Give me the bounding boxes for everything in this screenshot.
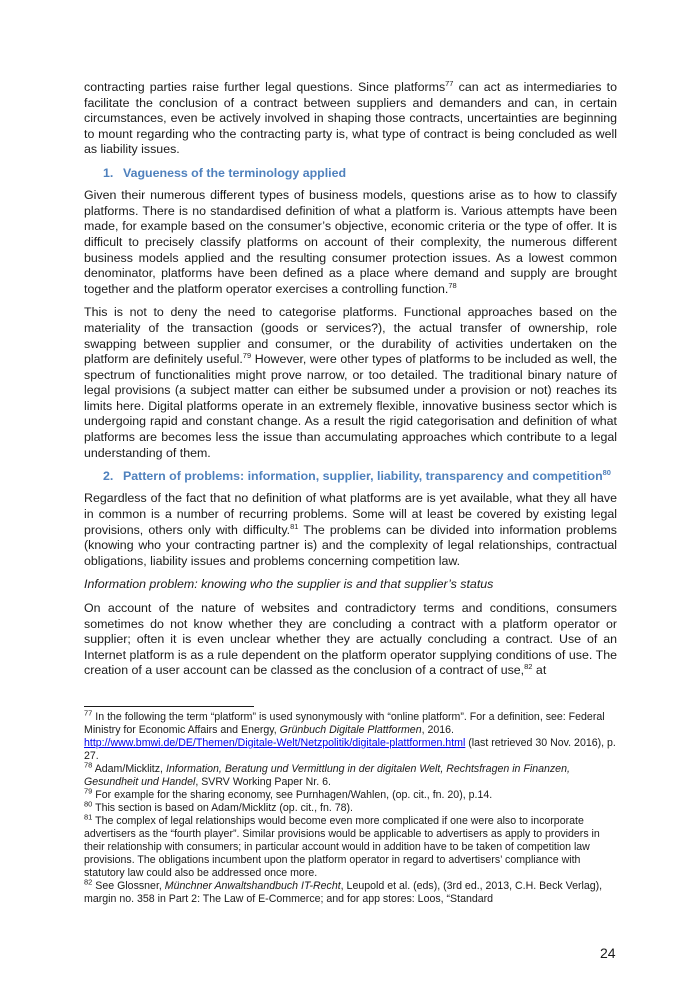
section-heading-pattern-of-problems: 2. Pattern of problems: information, supplier, liability, transparency and competition$^{80}$ [103, 468, 611, 484]
footnote-79: $^{79}$ For example for the sharing economy, see Purnhagen/Wahlen, (op. cit., fn. 20), p.14. [84, 786, 493, 801]
subheading-information-problem: Information problem: knowing who the supplier is and that supplier’s status [84, 577, 494, 592]
section-heading-vagueness: 1. Vagueness of the terminology applied [103, 165, 347, 180]
bmwi-link[interactable]: http://www.bmwi.de/DE/Themen/Digitale-Welt/Netzpolitik/digitale-plattformen.html [84, 737, 466, 749]
footnote-ref-78[interactable]: 78 [448, 280, 457, 290]
paragraph-nature-of-websites: On account of the nature of websites and contradictory terms and conditions, consumers sometimes do not know whether they are concluding a contract with a platform operator or supplier; often it is even unclear whether they are actually concluding a contract. Use of an Internet platform is as a rule dependent on the platform operator supplying conditions of use. The creation of a user account can be classed as the conclusion of a contract of use,$^{82}$ at [84, 601, 617, 678]
footnote-ref-79[interactable]: 79 [242, 350, 252, 360]
footnote-ref-81[interactable]: 81 [290, 521, 299, 531]
footnotes [84, 708, 617, 906]
paragraph-contracting-parties: contracting parties raise further legal questions. Since platforms$^{77}$ can act as intermediaries to facilitate the conclusion of a contract between suppliers and demanders and can, in certain circumstances, even be actively involved in shaping those contracts, uncertainties are beginning to mount regarding who the contracting party is, what type of contract is being concluded as well as liability issues. [84, 78, 617, 157]
footnote-81: $^{81}$ The complex of legal relationships would become even more complicated if one were also to incorporate advertisers as the “fourth player”. Similar provisions would be applicable to advertisers as apply to providers in their relationship with consumers; in particular account would in addition have to be taken of competition law provisions. The obligations incumbent upon the platform operator in regard to advertisers’ compliance with statutory law could also be addressed once more. [84, 812, 600, 879]
paragraph-classify-platforms: Given their numerous different types of business models, questions arise as to how to classify platforms. There is no standardised definition of what a platform is. Various attempts have been made, for example based on the consumer’s objective, economic criteria or the type of offer. It is difficult to precisely classify platforms on account of their complexity, the numerous different business models applied and the resulting consumer protection issues. As a lowest common denominator, platforms have been defined as a place where demand and supply are brought together and the platform operator exercises a controlling function.$^{78}$ [84, 188, 617, 296]
footnote-78: $^{78}$ Adam/Micklitz, Information, Beratung und Vermittlung in der digitalen Welt, Rechtsfragen in Finanzen, Gesundheit und Handel, SVRV Working Paper Nr. 6. [84, 760, 570, 788]
footnote-ref-80[interactable]: 80 [602, 468, 611, 478]
footnote-ref-82[interactable]: 82 [524, 662, 533, 672]
paragraph-recurring-problems: Regardless of the fact that no definition of what platforms are is yet available, what they all have in common is a number of recurring problems. Some will at least be covered by existing legal provisions, others only with difficulty.$^{81}$ The problems can be divided into information problems (knowing who your contracting partner is) and the complexity of legal relationships, contractual obligations, liability issues and problems concerning competition law. [84, 491, 617, 568]
footnote-ref-77[interactable]: 77 [445, 78, 454, 88]
footnote-separator [84, 706, 254, 707]
footnote-77: $^{77}$ In the following the term “platform” is used synonymously with “online platform”. For a definition, see: Federal Ministry for Economic Affairs and Energy, Grünbuch Digitale Plattformen, 2016. http://www.bmwi.de/DE/Themen/Digitale-Welt/Netzpolitik/digitale-plattformen.html (last retrieved 30 Nov. 2016), p. 27. [84, 708, 616, 762]
main-text [84, 80, 617, 687]
footnote-82: $^{82}$ See Glossner, Münchner Anwaltshandbuch IT-Recht, Leupold et al. (eds), (3rd ed., 2013, C.H. Beck Verlag), margin no. 358 in Part 2: The Law of E-Commerce; and for app stores: Loos, “Standard [84, 877, 603, 905]
paragraph-categorise-platforms: This is not to deny the need to categorise platforms. Functional approaches based on the materiality of the transaction (goods or services?), the actual transfer of ownership, role swapping between supplier and consumer, or the durability of activities undertaken on the platform are definitely useful.$^{79}$ However, were other types of platforms to be included as well, the spectrum of functionalities might prove narrow, or too detailed. The traditional binary nature of legal provisions (a subject matter can either be subsumed under a provision or not) reaches its limits here. Digital platforms operate in an extremely flexible, innovative business sector which is undergoing rapid and constant change. As a result the rigid categorisation and definition of what platforms are becomes less the issue than accumulating approaches which contribute to a legal understanding of them. [84, 305, 617, 460]
page-number: 24 [600, 945, 616, 961]
footnote-80: $^{80}$ This section is based on Adam/Micklitz (op. cit., fn. 78). [84, 799, 353, 814]
